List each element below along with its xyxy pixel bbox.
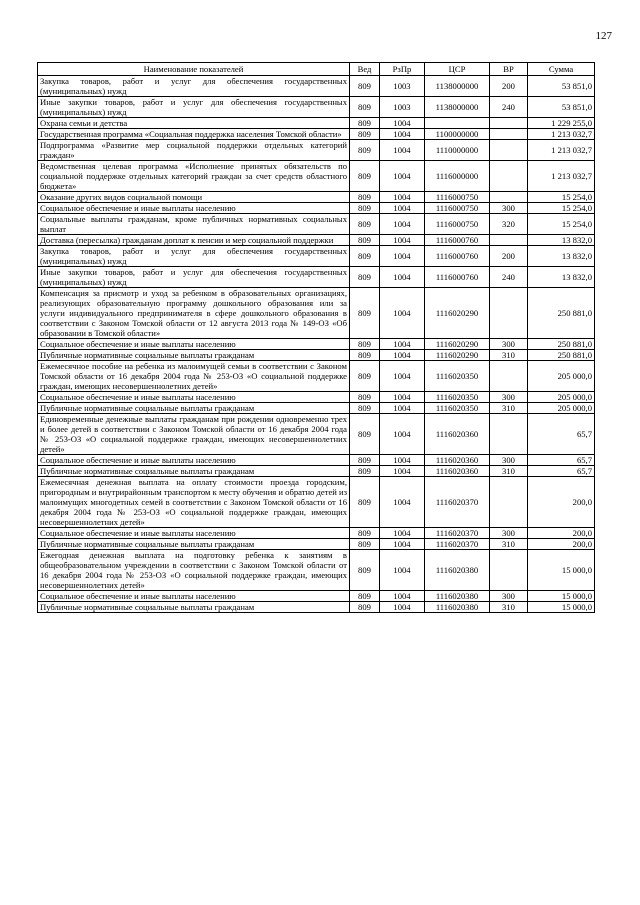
cell-rzpr: 1004	[380, 214, 425, 235]
cell-name: Ежемесячное пособие на ребенка из малоимущей семьи в соответствии с Законом Томской области от 16 декабря 2004 года № 253-ОЗ «О социальной поддержке граждан, имеющих несовершеннолетних детей»	[38, 361, 350, 392]
cell-ved: 809	[350, 288, 380, 339]
header-ved: Вед	[350, 63, 380, 76]
table-row	[38, 403, 595, 414]
table-row	[38, 392, 595, 403]
table-row	[38, 161, 595, 192]
cell-vr: 310	[490, 602, 528, 613]
header-sum: Сумма	[528, 63, 595, 76]
cell-sum: 15 254,0	[528, 192, 595, 203]
cell-sum: 250 881,0	[528, 350, 595, 361]
table-row	[38, 539, 595, 550]
cell-csr: 1116020360	[425, 466, 490, 477]
cell-csr: 1116020350	[425, 392, 490, 403]
cell-sum: 13 832,0	[528, 246, 595, 267]
cell-ved: 809	[350, 477, 380, 528]
cell-name: Публичные нормативные социальные выплаты гражданам	[38, 350, 350, 361]
cell-name: Единовременные денежные выплаты гражданам при рождении одновременно трех и более детей в соответствии с Законом Томской области от 16 декабря 2004 года № 253-ОЗ «О социальной поддержке граждан, имеющих несовершеннолетних детей»	[38, 414, 350, 455]
cell-sum: 53 851,0	[528, 97, 595, 118]
cell-rzpr: 1004	[380, 539, 425, 550]
cell-ved: 809	[350, 118, 380, 129]
page-number: 127	[595, 30, 612, 42]
cell-rzpr: 1004	[380, 140, 425, 161]
table-row	[38, 129, 595, 140]
cell-name: Ведомственная целевая программа «Исполнение принятых обязательств по социальной поддержке отдельных категорий граждан за счет средств областного бюджета»	[38, 161, 350, 192]
cell-name: Социальное обеспечение и иные выплаты населению	[38, 528, 350, 539]
cell-vr: 310	[490, 403, 528, 414]
cell-ved: 809	[350, 466, 380, 477]
cell-csr: 1116020350	[425, 361, 490, 392]
cell-ved: 809	[350, 203, 380, 214]
cell-csr: 1116000760	[425, 267, 490, 288]
cell-rzpr: 1004	[380, 192, 425, 203]
cell-vr	[490, 288, 528, 339]
cell-ved: 809	[350, 161, 380, 192]
cell-vr: 320	[490, 214, 528, 235]
cell-ved: 809	[350, 361, 380, 392]
cell-sum: 200,0	[528, 539, 595, 550]
cell-rzpr: 1004	[380, 550, 425, 591]
cell-ved: 809	[350, 602, 380, 613]
cell-vr	[490, 118, 528, 129]
cell-vr: 300	[490, 591, 528, 602]
cell-vr: 200	[490, 76, 528, 97]
table-row	[38, 591, 595, 602]
cell-csr: 1110000000	[425, 140, 490, 161]
cell-csr: 1116020360	[425, 455, 490, 466]
cell-vr: 300	[490, 203, 528, 214]
cell-vr	[490, 192, 528, 203]
cell-vr	[490, 414, 528, 455]
cell-csr: 1116000000	[425, 161, 490, 192]
cell-csr: 1100000000	[425, 129, 490, 140]
cell-vr	[490, 477, 528, 528]
cell-rzpr: 1004	[380, 246, 425, 267]
cell-name: Публичные нормативные социальные выплаты гражданам	[38, 539, 350, 550]
cell-rzpr: 1004	[380, 466, 425, 477]
cell-ved: 809	[350, 392, 380, 403]
cell-name: Иные закупки товаров, работ и услуг для обеспечения государственных (муниципальных) нужд	[38, 97, 350, 118]
cell-sum: 250 881,0	[528, 339, 595, 350]
cell-sum: 15 000,0	[528, 550, 595, 591]
cell-sum: 205 000,0	[528, 361, 595, 392]
cell-csr: 1116000750	[425, 214, 490, 235]
cell-sum: 53 851,0	[528, 76, 595, 97]
cell-name: Социальные выплаты гражданам, кроме публичных нормативных социальных выплат	[38, 214, 350, 235]
table-row	[38, 414, 595, 455]
cell-ved: 809	[350, 129, 380, 140]
header-vr: ВР	[490, 63, 528, 76]
cell-rzpr: 1004	[380, 203, 425, 214]
cell-vr: 300	[490, 339, 528, 350]
cell-sum: 65,7	[528, 414, 595, 455]
cell-name: Публичные нормативные социальные выплаты гражданам	[38, 466, 350, 477]
cell-ved: 809	[350, 455, 380, 466]
table-row	[38, 203, 595, 214]
cell-vr	[490, 235, 528, 246]
cell-name: Социальное обеспечение и иные выплаты населению	[38, 392, 350, 403]
cell-vr	[490, 161, 528, 192]
cell-ved: 809	[350, 591, 380, 602]
cell-vr	[490, 550, 528, 591]
table-header-row	[38, 63, 595, 76]
table-row	[38, 477, 595, 528]
cell-csr: 1116020290	[425, 339, 490, 350]
cell-rzpr: 1004	[380, 591, 425, 602]
cell-name: Охрана семьи и детства	[38, 118, 350, 129]
header-csr: ЦСР	[425, 63, 490, 76]
cell-rzpr: 1004	[380, 477, 425, 528]
cell-name: Иные закупки товаров, работ и услуг для обеспечения государственных (муниципальных) нужд	[38, 267, 350, 288]
cell-csr: 1116020370	[425, 477, 490, 528]
cell-vr: 200	[490, 246, 528, 267]
cell-vr	[490, 129, 528, 140]
cell-csr: 1116020290	[425, 288, 490, 339]
table-row	[38, 550, 595, 591]
cell-rzpr: 1004	[380, 350, 425, 361]
table-row	[38, 76, 595, 97]
cell-vr: 240	[490, 97, 528, 118]
table-row	[38, 528, 595, 539]
table-row	[38, 118, 595, 129]
cell-sum: 1 229 255,0	[528, 118, 595, 129]
budget-table	[37, 62, 595, 613]
cell-csr: 1116020370	[425, 528, 490, 539]
cell-vr	[490, 140, 528, 161]
cell-vr: 300	[490, 528, 528, 539]
cell-sum: 15 000,0	[528, 602, 595, 613]
cell-ved: 809	[350, 214, 380, 235]
cell-vr: 310	[490, 466, 528, 477]
cell-csr: 1116020350	[425, 403, 490, 414]
cell-ved: 809	[350, 140, 380, 161]
cell-sum: 1 213 032,7	[528, 161, 595, 192]
cell-csr: 1116000760	[425, 246, 490, 267]
cell-name: Закупка товаров, работ и услуг для обеспечения государственных (муниципальных) нужд	[38, 76, 350, 97]
cell-vr: 300	[490, 455, 528, 466]
cell-sum: 205 000,0	[528, 392, 595, 403]
cell-sum: 15 254,0	[528, 203, 595, 214]
cell-csr: 1116020360	[425, 414, 490, 455]
cell-csr: 1138000000	[425, 97, 490, 118]
cell-name: Социальное обеспечение и иные выплаты населению	[38, 339, 350, 350]
table-row	[38, 455, 595, 466]
cell-sum: 205 000,0	[528, 403, 595, 414]
cell-vr	[490, 361, 528, 392]
table-row	[38, 246, 595, 267]
table-row	[38, 339, 595, 350]
cell-sum: 15 254,0	[528, 214, 595, 235]
cell-name: Доставка (пересылка) гражданам доплат к пенсии и мер социальной поддержки	[38, 235, 350, 246]
table-row	[38, 350, 595, 361]
cell-vr: 300	[490, 392, 528, 403]
cell-vr: 310	[490, 539, 528, 550]
cell-ved: 809	[350, 76, 380, 97]
cell-ved: 809	[350, 235, 380, 246]
cell-rzpr: 1004	[380, 267, 425, 288]
cell-csr: 1116020380	[425, 602, 490, 613]
cell-rzpr: 1004	[380, 392, 425, 403]
cell-sum: 1 213 032,7	[528, 140, 595, 161]
cell-csr: 1138000000	[425, 76, 490, 97]
cell-name: Ежемесячная денежная выплата на оплату стоимости проезда городским, пригородным и внутрирайонным транспортом к месту обучения и обратно детей из малоимущих многодетных семей в соответствии с Законом Томской области от 16 декабря 2004 года № 253-ОЗ «О социальной поддержке граждан, имеющих несовершеннолетних детей»	[38, 477, 350, 528]
table-row	[38, 192, 595, 203]
cell-name: Оказание других видов социальной помощи	[38, 192, 350, 203]
cell-sum: 13 832,0	[528, 267, 595, 288]
table-row	[38, 97, 595, 118]
cell-ved: 809	[350, 339, 380, 350]
cell-ved: 809	[350, 539, 380, 550]
table-row	[38, 140, 595, 161]
table-row	[38, 214, 595, 235]
cell-sum: 15 000,0	[528, 591, 595, 602]
cell-ved: 809	[350, 403, 380, 414]
cell-ved: 809	[350, 350, 380, 361]
cell-name: Государственная программа «Социальная поддержка населения Томской области»	[38, 129, 350, 140]
cell-ved: 809	[350, 550, 380, 591]
cell-rzpr: 1004	[380, 602, 425, 613]
cell-rzpr: 1003	[380, 76, 425, 97]
cell-csr: 1116000760	[425, 235, 490, 246]
cell-rzpr: 1004	[380, 403, 425, 414]
cell-rzpr: 1004	[380, 288, 425, 339]
cell-rzpr: 1004	[380, 528, 425, 539]
cell-name: Публичные нормативные социальные выплаты гражданам	[38, 602, 350, 613]
cell-rzpr: 1004	[380, 235, 425, 246]
cell-ved: 809	[350, 97, 380, 118]
cell-name: Социальное обеспечение и иные выплаты населению	[38, 591, 350, 602]
cell-rzpr: 1004	[380, 161, 425, 192]
cell-sum: 65,7	[528, 455, 595, 466]
cell-vr: 240	[490, 267, 528, 288]
cell-name: Закупка товаров, работ и услуг для обеспечения государственных (муниципальных) нужд	[38, 246, 350, 267]
cell-ved: 809	[350, 414, 380, 455]
cell-csr: 1116020380	[425, 550, 490, 591]
table-row	[38, 602, 595, 613]
cell-rzpr: 1004	[380, 339, 425, 350]
table-row	[38, 361, 595, 392]
cell-rzpr: 1004	[380, 455, 425, 466]
header-rzpr: РзПр	[380, 63, 425, 76]
cell-csr: 1116020370	[425, 539, 490, 550]
cell-vr: 310	[490, 350, 528, 361]
cell-csr: 1116020380	[425, 591, 490, 602]
table-row	[38, 235, 595, 246]
cell-sum: 200,0	[528, 477, 595, 528]
cell-sum: 65,7	[528, 466, 595, 477]
cell-rzpr: 1004	[380, 414, 425, 455]
cell-csr: 1116000750	[425, 192, 490, 203]
cell-name: Публичные нормативные социальные выплаты гражданам	[38, 403, 350, 414]
cell-rzpr: 1004	[380, 129, 425, 140]
header-name: Наименование показателей	[38, 63, 350, 76]
cell-ved: 809	[350, 246, 380, 267]
cell-csr: 1116020290	[425, 350, 490, 361]
cell-name: Социальное обеспечение и иные выплаты населению	[38, 203, 350, 214]
cell-ved: 809	[350, 528, 380, 539]
cell-rzpr: 1004	[380, 118, 425, 129]
cell-ved: 809	[350, 267, 380, 288]
table-row	[38, 466, 595, 477]
cell-rzpr: 1003	[380, 97, 425, 118]
cell-sum: 13 832,0	[528, 235, 595, 246]
cell-sum: 1 213 032,7	[528, 129, 595, 140]
cell-rzpr: 1004	[380, 361, 425, 392]
cell-name: Подпрограмма «Развитие мер социальной поддержки отдельных категорий граждан»	[38, 140, 350, 161]
cell-ved: 809	[350, 192, 380, 203]
cell-csr	[425, 118, 490, 129]
cell-sum: 250 881,0	[528, 288, 595, 339]
table-row	[38, 288, 595, 339]
cell-name: Компенсация за присмотр и уход за ребенком в образовательных организациях, реализующих образовательную программу дошкольного образования или за услуги индивидуального предпринимателя в сфере дошкольного образования в соответствии с Законом Томской области от 12 августа 2013 года № 149-ОЗ «Об образовании в Томской области»	[38, 288, 350, 339]
cell-name: Социальное обеспечение и иные выплаты населению	[38, 455, 350, 466]
cell-sum: 200,0	[528, 528, 595, 539]
cell-name: Ежегодная денежная выплата на подготовку ребенка к занятиям в общеобразовательном учреждении в соответствии с Законом Томской области от 16 декабря 2004 года № 253-ОЗ «О социальной поддержке граждан, имеющих несовершеннолетних детей»	[38, 550, 350, 591]
cell-csr: 1116000750	[425, 203, 490, 214]
table-row	[38, 267, 595, 288]
